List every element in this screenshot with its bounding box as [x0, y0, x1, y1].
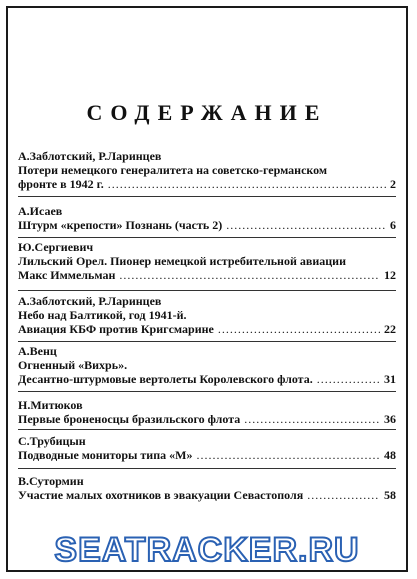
entry-author: А.Венц	[18, 344, 57, 358]
separator	[18, 429, 396, 430]
page-number: 36	[384, 412, 396, 426]
entry-title-end: Участие малых охотников в эвакуации Севастополя	[18, 488, 304, 502]
leader-dots	[226, 218, 386, 232]
page-number: 22	[384, 322, 396, 336]
entry-author: А.Заблотский, Р.Ларинцев	[18, 294, 162, 308]
entry-last-line	[18, 372, 396, 386]
leader-dots	[196, 448, 380, 462]
leader-dots	[119, 268, 380, 282]
entry-title-line: Потери немецкого генералитета на советско-германском	[18, 163, 328, 177]
entry-title-end: фронте в 1942 г.	[18, 177, 104, 191]
entry-title-end: Авиация КБФ против Кригсмарине	[18, 322, 214, 336]
page-number: 6	[390, 218, 396, 232]
separator	[18, 341, 396, 342]
page-number: 12	[384, 268, 396, 282]
separator	[18, 468, 396, 469]
entry-last-line	[18, 322, 396, 336]
page-number: 2	[390, 177, 396, 191]
entry-author: А.Заблотский, Р.Ларинцев	[18, 149, 162, 163]
entry-author: С.Трубицын	[18, 434, 86, 448]
toc-entry	[18, 149, 396, 191]
page-number: 31	[384, 372, 396, 386]
leader-dots	[317, 372, 380, 386]
contents-frame	[6, 6, 408, 572]
watermark-logo: SEATRACKER.RU	[54, 531, 360, 569]
entry-title-line: Небо над Балтикой, год 1941-й.	[18, 308, 187, 322]
separator	[18, 237, 396, 238]
toc-entry	[18, 398, 396, 426]
leader-dots	[307, 488, 380, 502]
leader-dots	[218, 322, 380, 336]
entry-last-line	[18, 412, 396, 426]
entry-title-line: Лильский Орел. Пионер немецкой истребительной авиации	[18, 254, 347, 268]
entry-last-line	[18, 488, 396, 502]
toc-entry	[18, 474, 396, 502]
page-number: 48	[384, 448, 396, 462]
entry-title-line: Огненный «Вихрь».	[18, 358, 128, 372]
leader-dots	[108, 177, 386, 191]
toc-entry	[18, 240, 396, 282]
entry-author: Ю.Сергиевич	[18, 240, 94, 254]
toc-entry	[18, 434, 396, 462]
page-title: СОДЕРЖАНИЕ	[86, 100, 328, 125]
entry-author: В.Сутормин	[18, 474, 84, 488]
entry-last-line	[18, 218, 396, 232]
entry-author: Н.Митюков	[18, 398, 83, 412]
entry-last-line	[18, 268, 396, 282]
toc-entry	[18, 344, 396, 386]
separator	[18, 196, 396, 197]
toc-entry	[18, 294, 396, 336]
toc-entry	[18, 204, 396, 232]
entry-title-end: Первые броненосцы бразильского флота	[18, 412, 241, 426]
leader-dots	[244, 412, 380, 426]
entry-author: А.Исаев	[18, 204, 63, 218]
entry-last-line	[18, 448, 396, 462]
separator	[18, 290, 396, 291]
entry-title-end: Десантно-штурмовые вертолеты Королевского флота.	[18, 372, 313, 386]
entry-title-end: Штурм «крепости» Познань (часть 2)	[18, 218, 223, 232]
entry-title-end: Макс Иммельман	[18, 268, 116, 282]
entry-last-line	[18, 177, 396, 191]
separator	[18, 391, 396, 392]
page-number: 58	[384, 488, 396, 502]
entry-title-end: Подводные мониторы типа «М»	[18, 448, 193, 462]
